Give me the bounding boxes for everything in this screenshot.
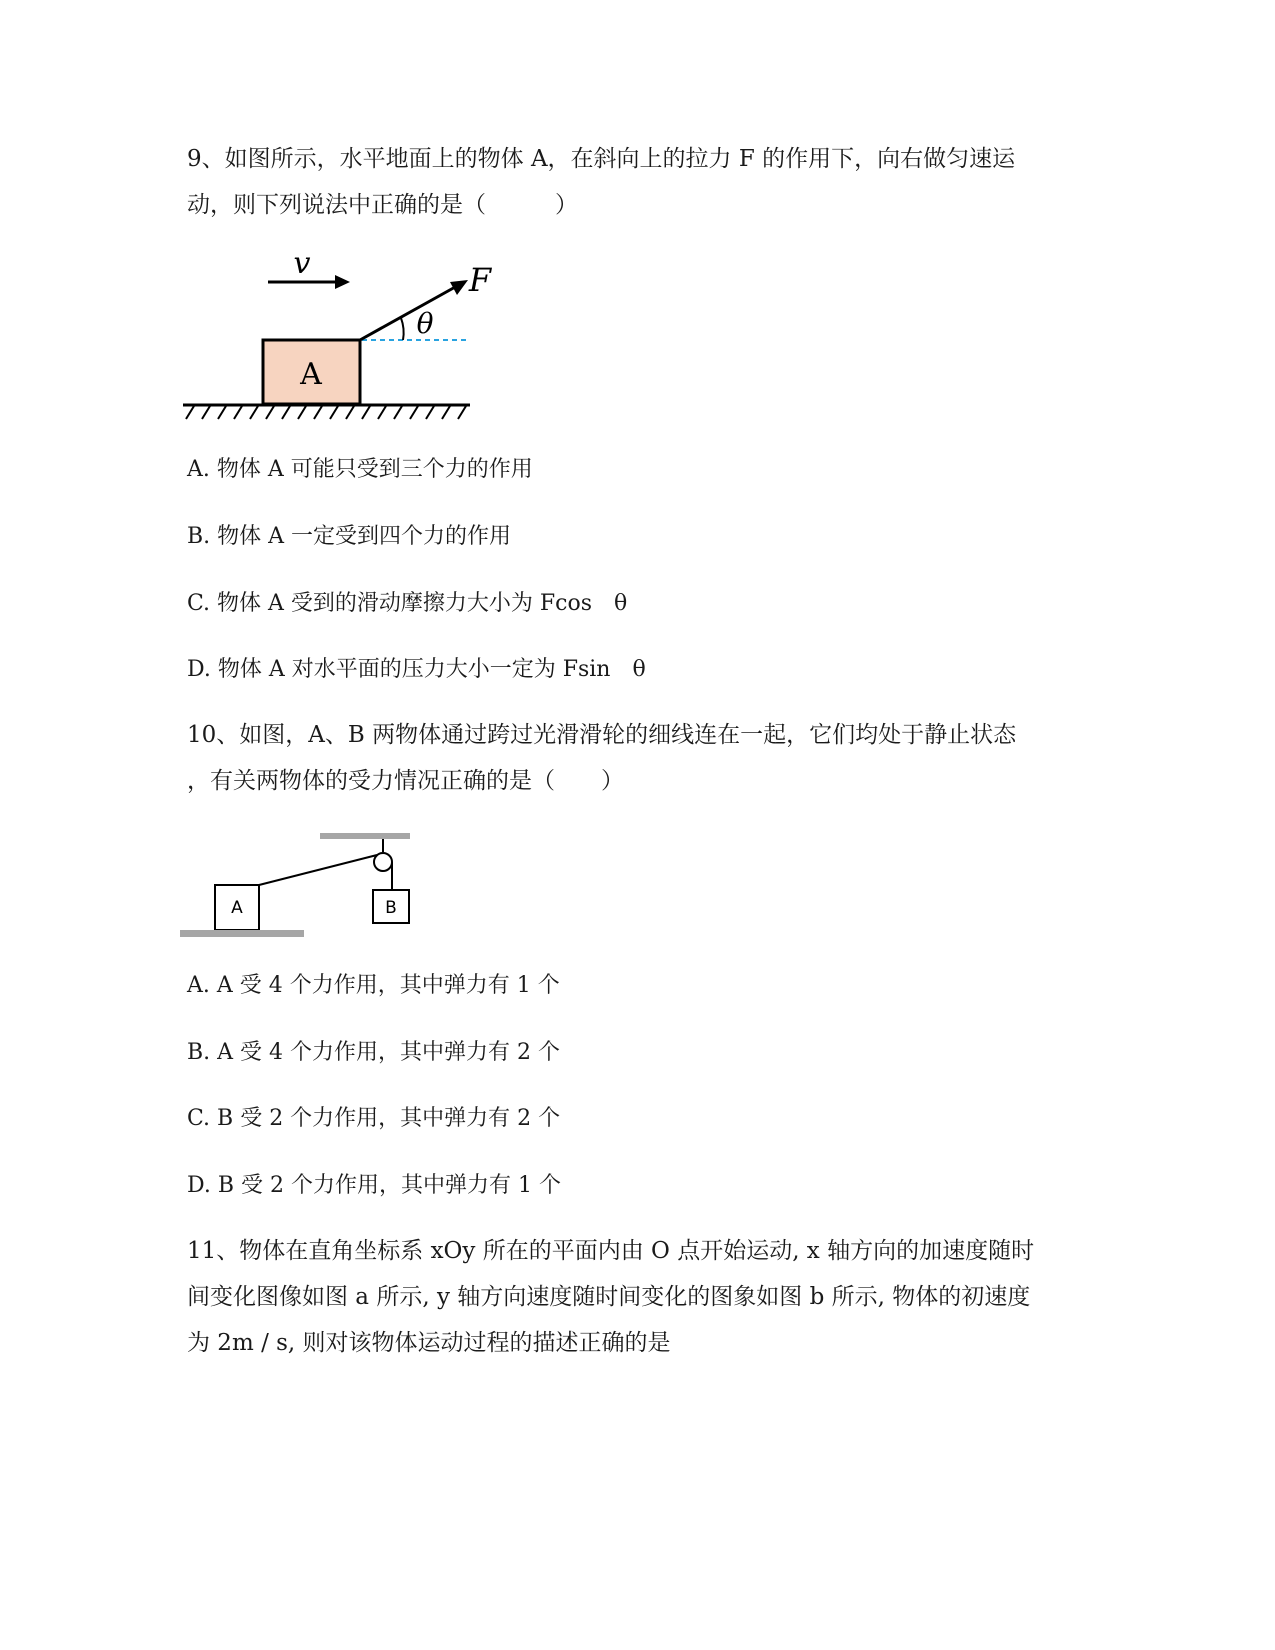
q10-figure	[180, 825, 420, 945]
q11-stem-line3: 为 2m / s, 则对该物体运动过程的描述正确的是	[187, 1330, 671, 1356]
q10-stem-line2: ，有关两物体的受力情况正确的是（ ）	[187, 768, 624, 794]
q10-option-b: B. A 受 4 个力作用，其中弹力有 2 个	[187, 1040, 561, 1065]
q10-option-a: A. A 受 4 个力作用，其中弹力有 1 个	[187, 973, 560, 998]
force-label: F	[468, 261, 492, 299]
velocity-label: v	[293, 246, 311, 281]
angle-arc	[401, 318, 404, 340]
velocity-arrow-head	[335, 275, 350, 289]
q10-option-c: C. B 受 2 个力作用，其中弹力有 2 个	[187, 1106, 561, 1131]
q9-option-c: C. 物体 A 受到的滑动摩擦力大小为 Fcos θ	[187, 591, 628, 616]
q9-stem-line1: 9、如图所示，水平地面上的物体 A，在斜向上的拉力 F 的作用下，向右做匀速运	[187, 146, 1016, 172]
block-b-label: B	[385, 898, 397, 918]
ground-hatching	[186, 406, 466, 419]
q11-stem-line2: 间变化图像如图 a 所示, y 轴方向速度随时间变化的图象如图 b 所示, 物体的初速度	[187, 1284, 1031, 1310]
q10-stem-line1: 10、如图，A、B 两物体通过跨过光滑滑轮的细线连在一起，它们均处于静止状态	[187, 722, 1017, 748]
q9-figure	[180, 245, 500, 430]
q9-option-d: D. 物体 A 对水平面的压力大小一定为 Fsin θ	[187, 657, 646, 682]
angle-label: θ	[416, 307, 434, 340]
q11-stem-line1: 11、物体在直角坐标系 xOy 所在的平面内由 O 点开始运动, x 轴方向的加速度随时	[187, 1238, 1035, 1264]
block-a-label: A	[300, 357, 322, 392]
q10-option-d: D. B 受 2 个力作用，其中弹力有 1 个	[187, 1173, 561, 1198]
block-a-label: A	[231, 898, 243, 918]
q9-option-b: B. 物体 A 一定受到四个力的作用	[187, 524, 512, 549]
force-arrow	[360, 286, 457, 340]
q9-stem-line2: 动，则下列说法中正确的是（ ）	[187, 192, 578, 218]
q9-option-a: A. 物体 A 可能只受到三个力的作用	[187, 457, 533, 482]
string-to-a	[259, 855, 377, 885]
ceiling	[320, 833, 410, 839]
ground	[180, 930, 304, 937]
